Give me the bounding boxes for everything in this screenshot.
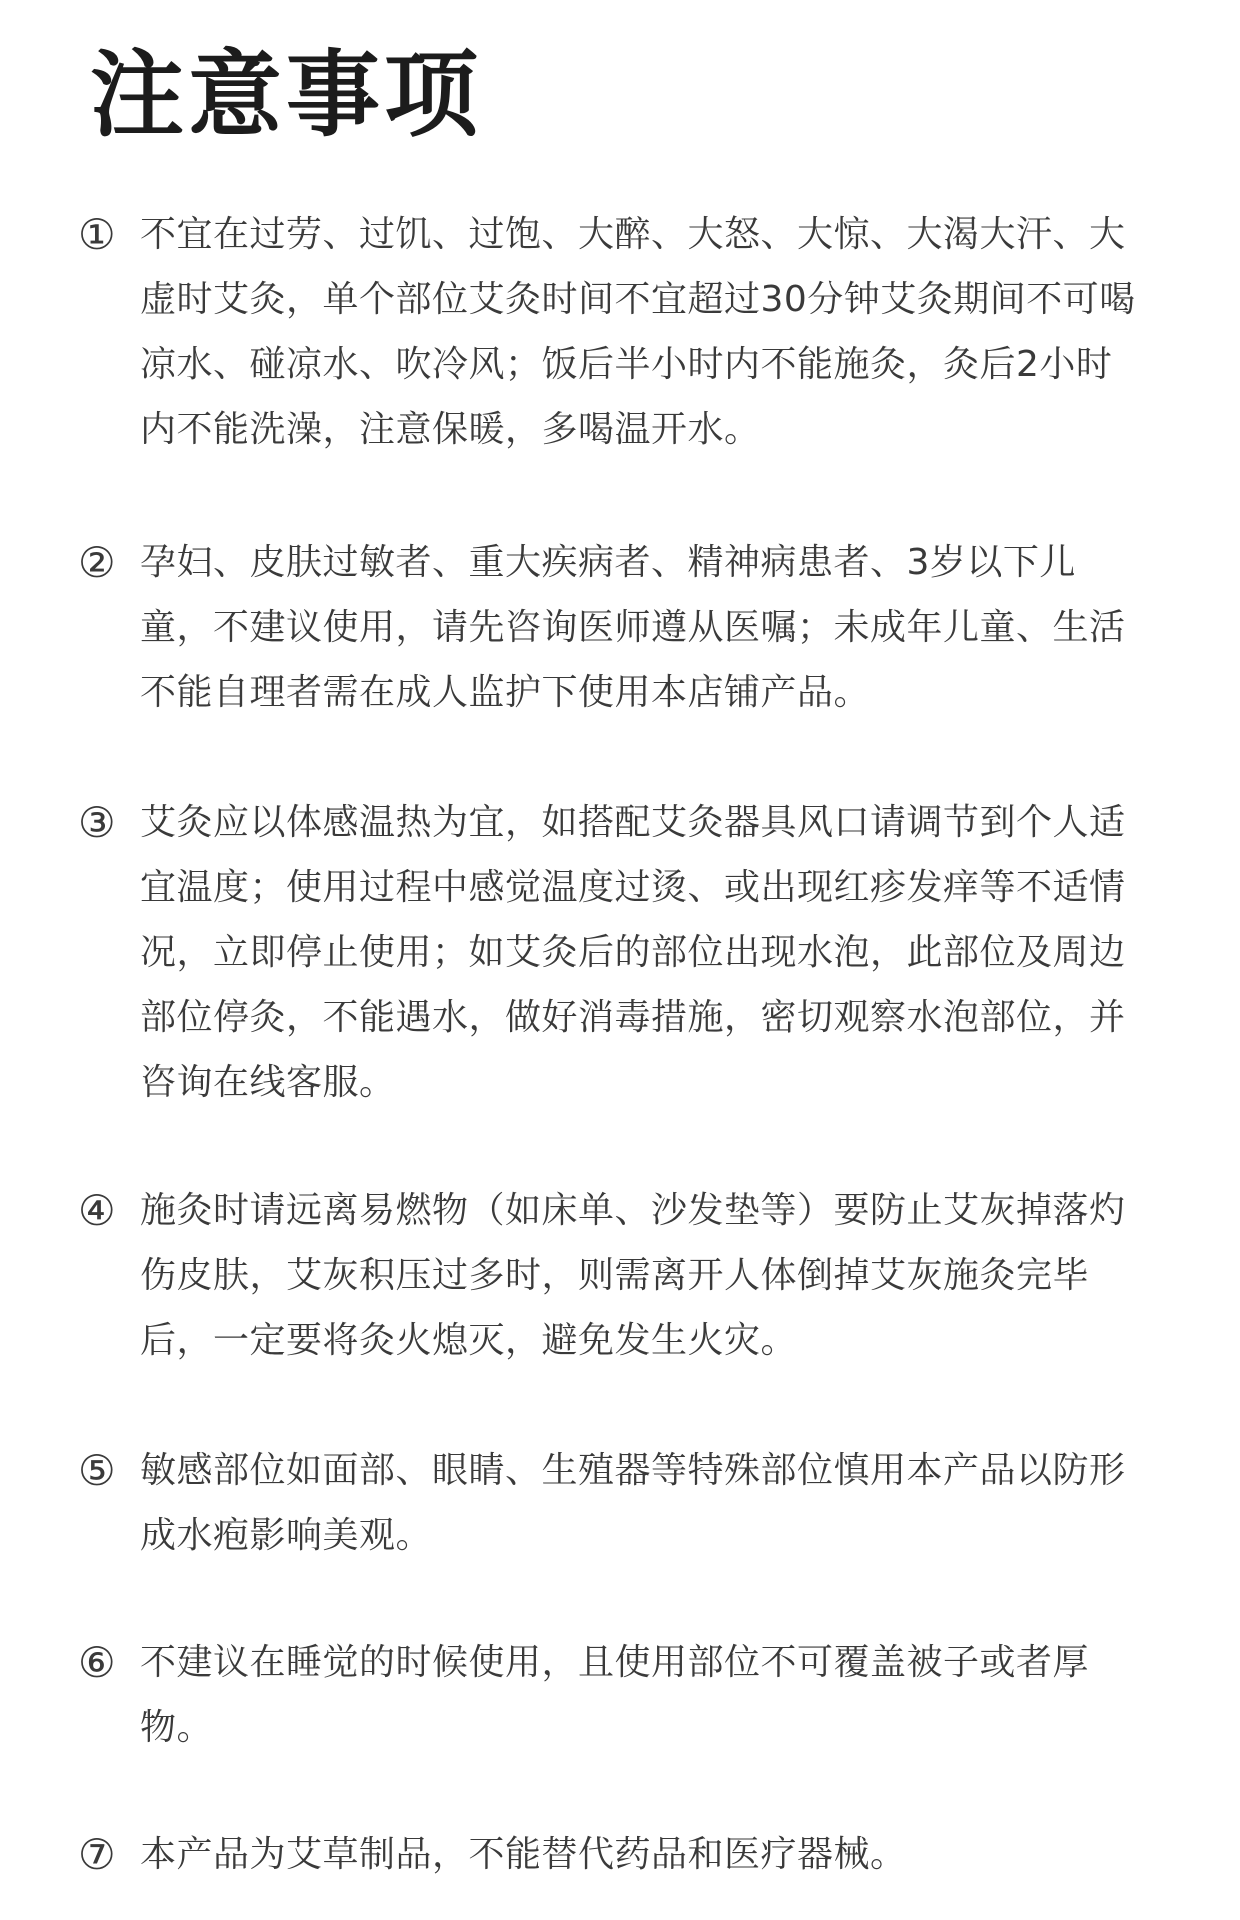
note-text: 孕妇、皮肤过敏者、重大疾病者、精神病患者、3岁以下儿童，不建议使用，请先咨询医师遵从医嘱；未成年儿童、生活不能自理者需在成人监护下使用本店铺产品。 (140, 542, 1126, 713)
note-text: 施灸时请远离易燃物（如床单、沙发垫等）要防止艾灰掉落灼伤皮肤，艾灰积压过多时，则需离开人体倒掉艾灰施灸完毕后，一定要将灸火熄灭，避免发生火灾。 (140, 1190, 1126, 1361)
note-number: ⑤ (78, 1446, 116, 1495)
note-text: 本产品为艾草制品，不能替代药品和医疗器械。 (140, 1834, 907, 1875)
note-number: ② (78, 538, 116, 587)
note-text: 不建议在睡觉的时候使用，且使用部位不可覆盖被子或者厚物。 (140, 1642, 1090, 1748)
note-number: ④ (78, 1186, 116, 1235)
note-item (78, 1822, 1158, 1887)
note-item (78, 202, 1158, 462)
note-item (78, 1178, 1158, 1373)
note-item (78, 530, 1158, 725)
note-number: ⑦ (78, 1830, 116, 1879)
note-number: ③ (78, 798, 116, 847)
note-item (78, 1630, 1158, 1760)
note-text: 不宜在过劳、过饥、过饱、大醉、大怒、大惊、大渴大汗、大虚时艾灸，单个部位艾灸时间不宜超过30分钟艾灸期间不可喝凉水、碰凉水、吹冷风；饭后半小时内不能施灸，灸后2小时内不能洗澡，注意保暖，多喝温开水。 (140, 214, 1136, 450)
note-text: 艾灸应以体感温热为宜，如搭配艾灸器具风口请调节到个人适宜温度；使用过程中感觉温度过烫、或出现红疹发痒等不适情况，立即停止使用；如艾灸后的部位出现水泡，此部位及周边部位停灸，不能遇水，做好消毒措施，密切观察水泡部位，并咨询在线客服。 (140, 802, 1126, 1103)
note-item (78, 790, 1158, 1115)
note-item (78, 1438, 1158, 1568)
note-number: ① (78, 210, 116, 259)
note-text: 敏感部位如面部、眼睛、生殖器等特殊部位慎用本产品以防形成水疱影响美观。 (140, 1450, 1126, 1556)
note-number: ⑥ (78, 1638, 116, 1687)
page-title: 注意事项 (90, 41, 483, 150)
